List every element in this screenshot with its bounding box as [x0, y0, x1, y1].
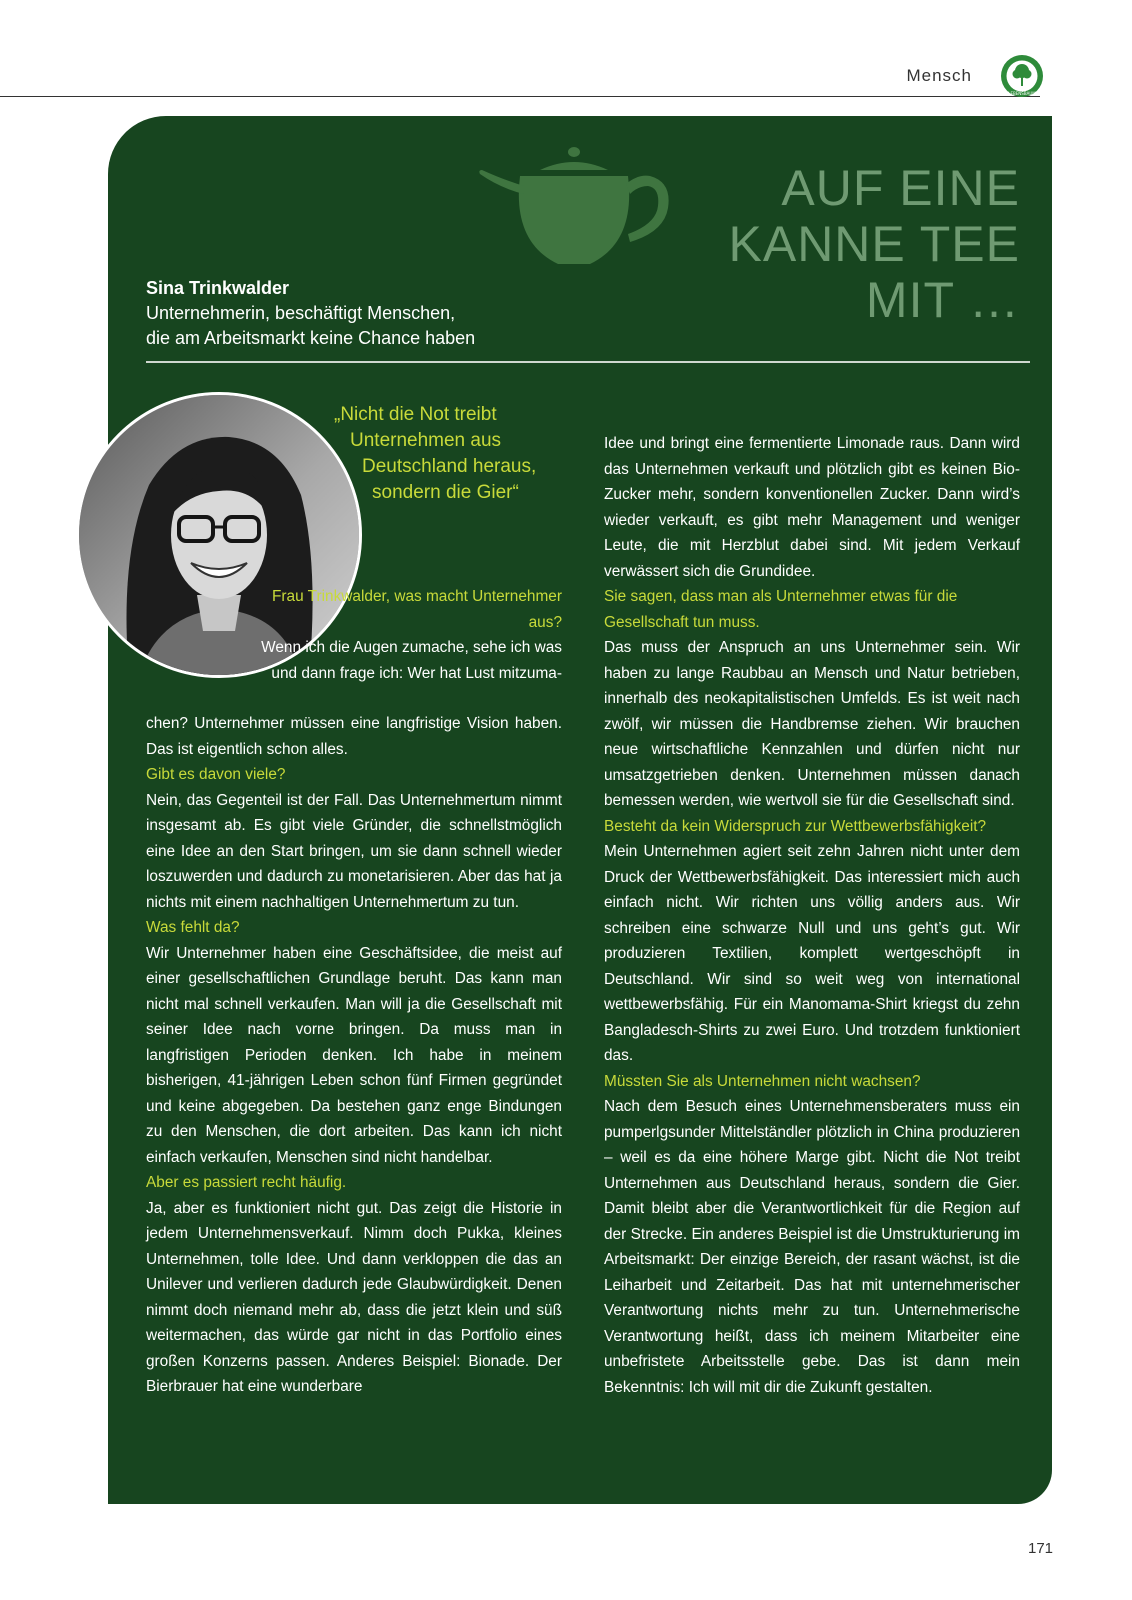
- pull-quote-line: Unternehmen aus: [350, 430, 502, 451]
- interview-question: Aber es passiert recht häufig.: [146, 1174, 347, 1191]
- interview-answer: Nach dem Besuch eines Unternehmensberaters muss ein pumperlgsunder Mittelständler plötzlich in China produzieren – weil es da eine höhere Marge gibt. Nicht die Not treibt Unternehmen aus Deutschland heraus, sondern die Gier. Damit bleibt aber die Verantwortlichkeit für die Region auf der Strecke. Ein anderes Beispiel ist die Umstrukturierung im Arbeitsmarkt: Der einzige Bereich, der rasant wächst, ist die Leiharbeit und Zeitarbeit. Das hat mit unternehmerischer Verantwortung nichts mehr zu tun. Unternehmerische Verantwortung heißt, dass ich meinem Mitarbeiter eine unbefristete Arbeitsstelle gebe. Das ist dann mein Bekenntnis: Ich will mit dir die Zukunft gestalten.: [604, 1098, 1020, 1396]
- interview-column-right: [604, 431, 1020, 1400]
- interview-question: Müssten Sie als Unternehmen nicht wachsen?: [604, 1072, 921, 1090]
- header-rule: [0, 96, 1040, 97]
- interview-answer: Mein Unternehmen agiert seit zehn Jahren nicht unter dem Druck der Wettbewerbsfähigkeit. Das interessiert mich auch einfach nicht. Wir richten uns völlig anders aus. Wir schreiben eine schwarze Null und uns geht’s gut. Wir produzieren Textilien, komplett wertgeschöpft in Deutschland. Wir sind so weit weg von international wettbewerbsfähig. Für ein Manomama-Shirt kriegst du zehn Bangladesch-Shirts zu zwei Euro. Und trotzdem funktioniert das.: [604, 843, 1020, 1064]
- person-role: die am Arbeitsmarkt keine Chance haben: [146, 328, 476, 348]
- interview-question: Besteht da kein Widerspruch zur Wettbewerbsfähigkeit?: [604, 817, 987, 835]
- interview-answer: Das muss der Anspruch an uns Unternehmer sein. Wir haben zu lange Raubbau an Mensch und Natur betrieben, innerhalb des neokapitalistischen Umfelds. Es ist weit nach zwölf, wir müssen die Handbremse ziehen. Wir brauchen neue wirtschaftliche Kennzahlen und dürfen nicht nur umsatzgetrieben denken. Unternehmen müssen danach bemessen werden, wie wertvoll sie für die Gesellschaft sind.: [604, 639, 1020, 809]
- headline: [620, 160, 1020, 328]
- interview-answer: Ja, aber es funktioniert nicht gut. Das zeigt die Historie in jedem Unternehmensverkauf. Nimm doch Pukka, kleines Unternehmen, tolle Idee. Und dann verkloppen die das an Unilever und verlieren dadurch jede Glaubwürdigkeit. Denen nimmt doch niemand mehr ab, dass die jetzt klein und süß weitermachen, das würde gar nicht in das Portfolio eines großen Konzerns passen. Anderes Beispiel: Bionade. Der Bierbrauer hat eine wunderbare: [146, 1199, 562, 1395]
- interview-question: Sie sagen, dass man als Unternehmer etwas für die Gesellschaft tun muss.: [604, 588, 958, 631]
- interview-answer: chen? Unternehmer müssen eine langfristige Vision haben. Das ist eigentlich schon alles.: [146, 715, 562, 758]
- pull-quote-line: „Nicht die Not treibt: [334, 404, 497, 425]
- logo-text: LEBENSBAUM: [1008, 91, 1036, 96]
- interview-question: Frau Trinkwalder, was macht Unternehmer aus?: [272, 588, 562, 631]
- interview-answer: Idee und bringt eine fermentierte Limonade raus. Dann wird das Unternehmen verkauft und plötzlich gibt es keinen Bio-Zucker mehr, sondern konventionellen Zucker. Dann wird’s wieder verkauft, es gibt mehr Management und weniger Leute, die mit Herzblut dabei sind. Mit jedem Verkauf verwässert sich die Grundidee.: [604, 435, 1020, 580]
- interview-question: Gibt es davon viele?: [146, 766, 286, 783]
- interview-answer: Wir Unternehmer haben eine Geschäftsidee, die meist auf einer gesellschaftlichen Grundlage beruht. Das kann man nicht mal schnell verkaufen. Man will ja die Gesellschaft mit seiner Idee nach vorne bringen. Da muss man in langfristigen Perioden denken. Ich habe in meinem bisherigen, 41-jährigen Leben schon fünf Firmen gegründet und keine abgegeben. Da bestehen ganz enge Bindungen zu den Menschen, die dort arbeiten. Das kann ich nicht einfach verkaufen, Menschen sind nicht handelbar.: [146, 944, 562, 1166]
- interview-answer: Nein, das Gegenteil ist der Fall. Das Unternehmertum nimmt insgesamt ab. Es gibt viele Gründer, die schnellstmöglich eine Idee an den Start bringen, um sie dann schnell wieder loszuwerden und dadurch zu monetarisieren. Aber das hat ja nichts mit einem nachhaltigen Unternehmertum zu tun.: [146, 791, 562, 911]
- interview-column-left: [146, 711, 562, 1400]
- pull-quote-line: sondern die Gier“: [372, 482, 519, 503]
- headline-line: AUF EINE: [781, 160, 1020, 216]
- interview-answer: Wenn ich die Augen zumache, sehe ich was und dann frage ich: Wer hat Lust mitzuma-: [261, 639, 562, 682]
- person-name: Sina Trinkwalder: [146, 278, 290, 298]
- page-number: 171: [1028, 1540, 1054, 1557]
- headline-divider: [146, 361, 1030, 363]
- headline-line: KANNE TEE: [728, 216, 1020, 272]
- pull-quote-line: Deutschland heraus,: [362, 456, 537, 477]
- headline-line: MIT …: [865, 272, 1020, 328]
- lebensbaum-logo-icon: [1000, 54, 1044, 98]
- interview-intro: [260, 584, 562, 686]
- interview-question: Was fehlt da?: [146, 919, 240, 936]
- pull-quote: [334, 402, 564, 506]
- person-info: [146, 276, 475, 351]
- person-role: Unternehmerin, beschäftigt Menschen,: [146, 303, 456, 323]
- section-label: Mensch: [906, 66, 972, 85]
